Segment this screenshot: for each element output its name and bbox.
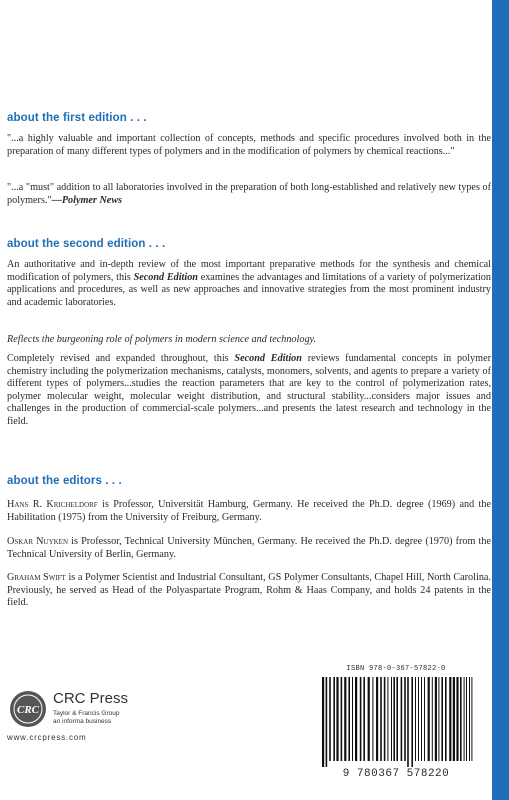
isbn-label: ISBN 978-0-367-57822-0: [346, 665, 446, 673]
first-edition-quote-2: [7, 182, 491, 207]
publisher-name: CRC Press: [53, 690, 129, 707]
editor-2-name: Oskar Nuyken: [7, 536, 69, 547]
barcode-bars: [310, 677, 482, 767]
editor-3-text: is a Polymer Scientist and Industrial Consultant, GS Polymer Consultants, Chapel Hill, North Carolina. Previously, he served as Head of the Polyaspartate Program, Rohm & Haas Company, and holds 24 patents in the field.: [7, 572, 491, 609]
p1-emphasis: Second Edition: [133, 271, 198, 283]
spine-stripe: [492, 0, 509, 800]
isbn-number: 9 780367 578220: [342, 768, 450, 780]
second-edition-paragraph-2: [7, 353, 491, 429]
editor-1-text: is Professor, Universität Hamburg, Germany. He received the Ph.D. degree (1969) and the Habilitation (1975) from the University of Freiburg, Germany.: [7, 499, 491, 523]
p2-text-b: reviews fundamental concepts in polymer chemistry including the polymerization mechanisms, catalysts, monomers, solvents, and agents to prepare a variety of different types of polymers...studies the reaction parameters that are key to the control of polymerization rates, polymer molecular weight, molecular weight distribution, and structural stability...considers major issues and challenges in the production of commercial-scale polymers...and presents the latest research and technology in the field.: [7, 353, 491, 427]
editor-3-bio: [7, 572, 491, 610]
tagline-text: Reflects the burgeoning role of polymers in modern science and technology.: [7, 334, 317, 345]
second-edition-paragraph-1: [7, 259, 491, 309]
editor-3-name: Graham Swift: [7, 572, 66, 583]
first-edition-heading: about the first edition . . .: [7, 112, 147, 124]
publisher-tagline: [53, 710, 119, 726]
second-edition-tagline: [7, 334, 491, 347]
quote-2-text: "...a "must" addition to all laboratories involved in the preparation of both long-established and relatively new types of polymers.": [7, 182, 491, 206]
crc-press-logo: [7, 690, 157, 770]
first-edition-quote-1: "...a highly valuable and important collection of concepts, methods and specific procedures involved both in the preparation of many different types of polymers and in the modification of polymers by chemical reactions...": [7, 133, 491, 157]
editor-1-name: Hans R. Kricheldorf: [7, 499, 98, 510]
editor-2-text: is Professor, Technical University München, Germany. He received the Ph.D. degree (1970) from the Technical University of Berlin, Germany.: [7, 536, 491, 560]
editors-heading: about the editors . . .: [7, 475, 122, 487]
publisher-url: www.crcpress.com: [7, 733, 87, 742]
tagline-line-2: an informa business: [53, 718, 112, 725]
p2-text-a: Completely revised and expanded throughout, this: [7, 353, 235, 364]
isbn-barcode: [310, 665, 482, 783]
p1-text-b: examines the advantages and limitations of a variety of polymerization applications and procedures, as well as new approaches and innovative strategies from the most prominent industry and academic laboratories.: [7, 271, 491, 308]
quote-2-source: —Polymer News: [51, 194, 123, 206]
p1-text-a: An authoritative and in-depth review of the most important preparative methods for the synthesis and chemical modification of polymers, this: [7, 259, 491, 283]
second-edition-heading: about the second edition . . .: [7, 238, 166, 250]
tagline-line-1: Taylor & Francis Group: [53, 710, 120, 717]
editor-1-bio: [7, 499, 491, 524]
svg-text:CRC: CRC: [16, 704, 40, 716]
crc-logo-icon: [9, 690, 47, 728]
p2-emphasis: Second Edition: [234, 353, 302, 364]
editor-2-bio: [7, 536, 491, 561]
